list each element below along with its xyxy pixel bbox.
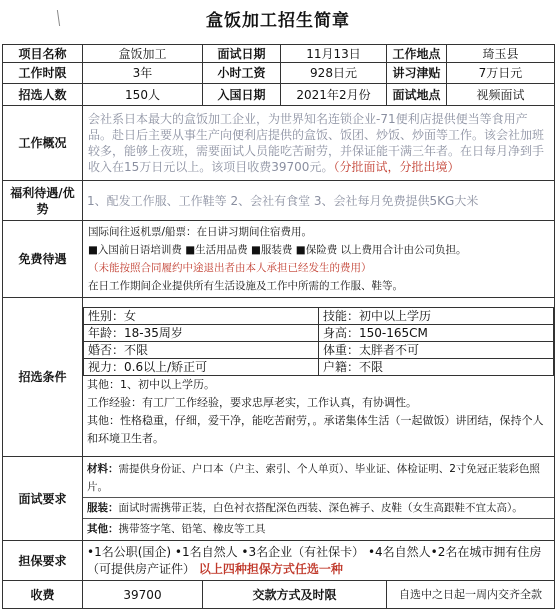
term-value: 3年: [83, 63, 203, 84]
fee-label: 收费: [3, 581, 83, 609]
overview-label: 工作概况: [3, 106, 83, 181]
row-conditions: [3, 298, 555, 457]
guarantee-highlight: 以上四种担保方式任选一种: [198, 561, 343, 576]
interview-place-label: 面试地点: [387, 84, 447, 106]
free-line-4: 在日工作期间企业提供所有生活设施及工作中所需的工作服、鞋等。: [88, 280, 403, 292]
workplace-value: 琦玉县: [447, 45, 555, 63]
vision-field: 视力：0.6以上/矫正可: [84, 358, 319, 375]
free-cell: [83, 221, 555, 298]
clothing-text: 面试时需携带正装，白色衬衣搭配深色西装、深色裤子、皮鞋（女生高跟鞋不宜太高）。: [118, 501, 523, 514]
overview-highlight: （分批面试，分批出境）: [333, 160, 460, 174]
other-line: [83, 519, 554, 539]
recruitment-table: [2, 44, 555, 609]
overview-cell: [83, 106, 555, 181]
guarantee-cell: [83, 541, 555, 581]
benefits-label: 福利待遇/优势: [3, 181, 83, 221]
clothing-label: 服装：: [87, 501, 119, 514]
project-value: 盒饭加工: [83, 45, 203, 63]
age-field: 年龄：18-35周岁: [84, 324, 319, 341]
interview-place-value: 视频面试: [447, 84, 555, 106]
entry-label: 入国日期: [203, 84, 281, 106]
headcount-label: 招选人数: [3, 84, 83, 106]
term-label: 工作时限: [3, 63, 83, 84]
free-line-2: ■入国前日语培训费 ■生活用品费 ■服装费 ■保险费 以上费用合计由公司负担。: [88, 244, 467, 256]
fee-value: 39700: [83, 581, 203, 609]
free-line-3: （未能按照合同履约中途退出者由本人承担已经发生的费用）: [88, 262, 372, 274]
gender-field: 性别：女: [84, 307, 319, 324]
skill-field: 技能：初中以上学历: [319, 307, 554, 324]
row-benefits: [3, 181, 555, 221]
row-headcount: [3, 84, 555, 106]
guarantee-text: •1名公职(国企) •1名自然人 •3名企业（有社保卡） •4名自然人•2名在城市拥有住房（可提供房产证件）: [87, 544, 542, 576]
hourly-label: 小时工资: [203, 63, 281, 84]
row-project: [3, 45, 555, 63]
conditions-experience: 工作经验：有工厂工作经验，要求忠厚老实，工作认真，有协调性。: [87, 395, 417, 409]
guarantee-label: 担保要求: [3, 541, 83, 581]
conditions-other-1: 其他：1、初中以上学历。: [87, 377, 215, 391]
materials-label: 材料：: [87, 462, 119, 475]
conditions-other-2: 其他：性格稳重，仔细，爱干净，能吃苦耐劳，。承诺集体生活（一起做饭）讲团结，保持个人和环境卫生者。: [87, 413, 544, 445]
pay-label: 交款方式及时限: [203, 581, 387, 609]
allowance-label: 讲习津贴: [387, 63, 447, 84]
page-title: 盒饭加工招生简章: [206, 11, 350, 31]
weight-field: 体重：太胖者不可: [319, 341, 554, 358]
pay-value: 自选中之日起一周内交齐全款: [387, 581, 555, 609]
materials-text: 需提供身份证、户口本（户主、索引、个人单页）、毕业证、体检证明、2寸免冠正装彩色照片。: [87, 462, 540, 493]
other-label: 其他：: [87, 522, 119, 535]
overview-text: 会社系日本最大的盒饭加工企业，为世界知名连锁企业-71便利店提供便当等食用产品。赴日后主要从事生产向便利店提供的盒饭、饭团、炒饭、炒面等工作。该会社加班较多，能够上夜班，需要面试人员能吃苦耐劳，并保证能干满三年者。在日每月净到手收入在15万日元以上。该项目收费39700元。: [88, 112, 545, 174]
height-field: 身高：150-165CM: [319, 324, 554, 341]
benefits-text: 1、配发工作服、工作鞋等 2、会社有食堂 3、会社每月免费提供5KG大米: [83, 181, 555, 221]
conditions-grid: [83, 307, 554, 376]
entry-value: 2021年2月份: [281, 84, 387, 106]
free-line-1: 国际间往返机票/船票：在日讲习期间住宿费用。: [88, 226, 313, 238]
materials-line: [83, 459, 554, 498]
hourly-value: 928日元: [281, 63, 387, 84]
hukou-field: 户籍：不限: [319, 358, 554, 375]
interview-label: 面试要求: [3, 457, 83, 541]
project-label: 项目名称: [3, 45, 83, 63]
row-fee: [3, 581, 555, 609]
row-overview: [3, 106, 555, 181]
conditions-label: 招选条件: [3, 298, 83, 457]
interview-cell: [83, 457, 555, 541]
headcount-value: 150人: [83, 84, 203, 106]
conditions-cell: [83, 298, 555, 457]
allowance-value: 7万日元: [447, 63, 555, 84]
interview-date-label: 面试日期: [203, 45, 281, 63]
free-label: 免费待遇: [3, 221, 83, 298]
row-interview: [3, 457, 555, 541]
workplace-label: 工作地点: [387, 45, 447, 63]
row-term: [3, 63, 555, 84]
clothing-line: [83, 498, 554, 519]
interview-date-value: 11月13日: [281, 45, 387, 63]
other-text: 携带签字笔、铅笔、橡皮等工具: [118, 522, 266, 535]
row-guarantee: [3, 541, 555, 581]
row-free: [3, 221, 555, 298]
marriage-field: 婚否：不限: [84, 341, 319, 358]
